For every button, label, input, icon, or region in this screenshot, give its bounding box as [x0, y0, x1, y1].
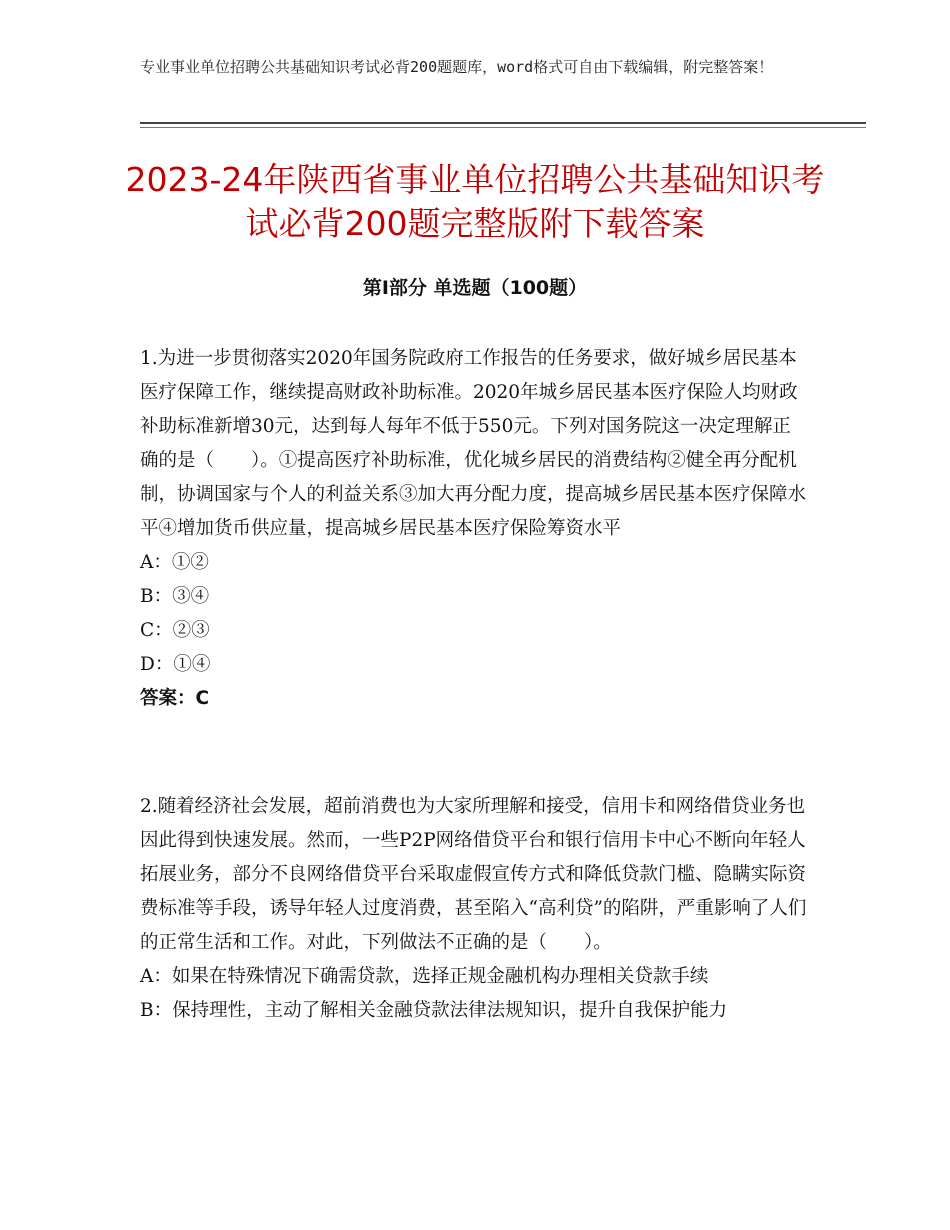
header-divider-thin — [140, 127, 866, 128]
header-note: 专业事业单位招聘公共基础知识考试必背200题题库，word格式可自由下载编辑，附完整答案！ — [140, 58, 774, 76]
question-1 — [140, 342, 808, 716]
option-c: C：②③ — [140, 620, 210, 641]
header-divider — [140, 122, 866, 124]
option-b: B：保持理性，主动了解相关金融贷款法律法规知识，提升自我保护能力 — [140, 1000, 728, 1021]
section-title: 第Ⅰ部分 单选题（100题） — [362, 277, 588, 299]
question-stem: 2.随着经济社会发展，超前消费也为大家所理解和接受，信用卡和网络借贷业务也因此得到快速发展。然而，一些P2P网络借贷平台和银行信用卡中心不断向年轻人拓展业务，部分不良网络借贷平台采取虚假宣传方式和降低贷款门槛、隐瞒实际资费标准等手段，诱导年轻人过度消费，甚至陷入“高利贷”的陷阱，严重影响了人们的正常生活和工作。对此，下列做法不正确的是（ ）。 — [140, 796, 807, 953]
option-a: A：如果在特殊情况下确需贷款，选择正规金融机构办理相关贷款手续 — [140, 966, 709, 987]
question-stem: 1.为进一步贯彻落实2020年国务院政府工作报告的任务要求，做好城乡居民基本医疗保障工作，继续提高财政补助标准。2020年城乡居民基本医疗保险人均财政补助标准新增30元，达到每人每年不低于550元。下列对国务院这一决定理解正确的是（ ）。①提高医疗补助标准，优化城乡居民的消费结构②健全再分配机制，协调国家与个人的利益关系③加大再分配力度，提高城乡居民基本医疗保障水平④增加货币供应量，提高城乡居民基本医疗保险筹资水平 — [140, 348, 807, 539]
question-2 — [140, 790, 808, 1028]
document-title: 2023-24年陕西省事业单位招聘公共基础知识考试必背200题完整版附下载答案 — [125, 160, 825, 243]
option-a: A：①② — [140, 552, 209, 573]
answer: 答案：C — [140, 688, 210, 709]
option-d: D：①④ — [140, 654, 211, 675]
option-b: B：③④ — [140, 586, 210, 607]
